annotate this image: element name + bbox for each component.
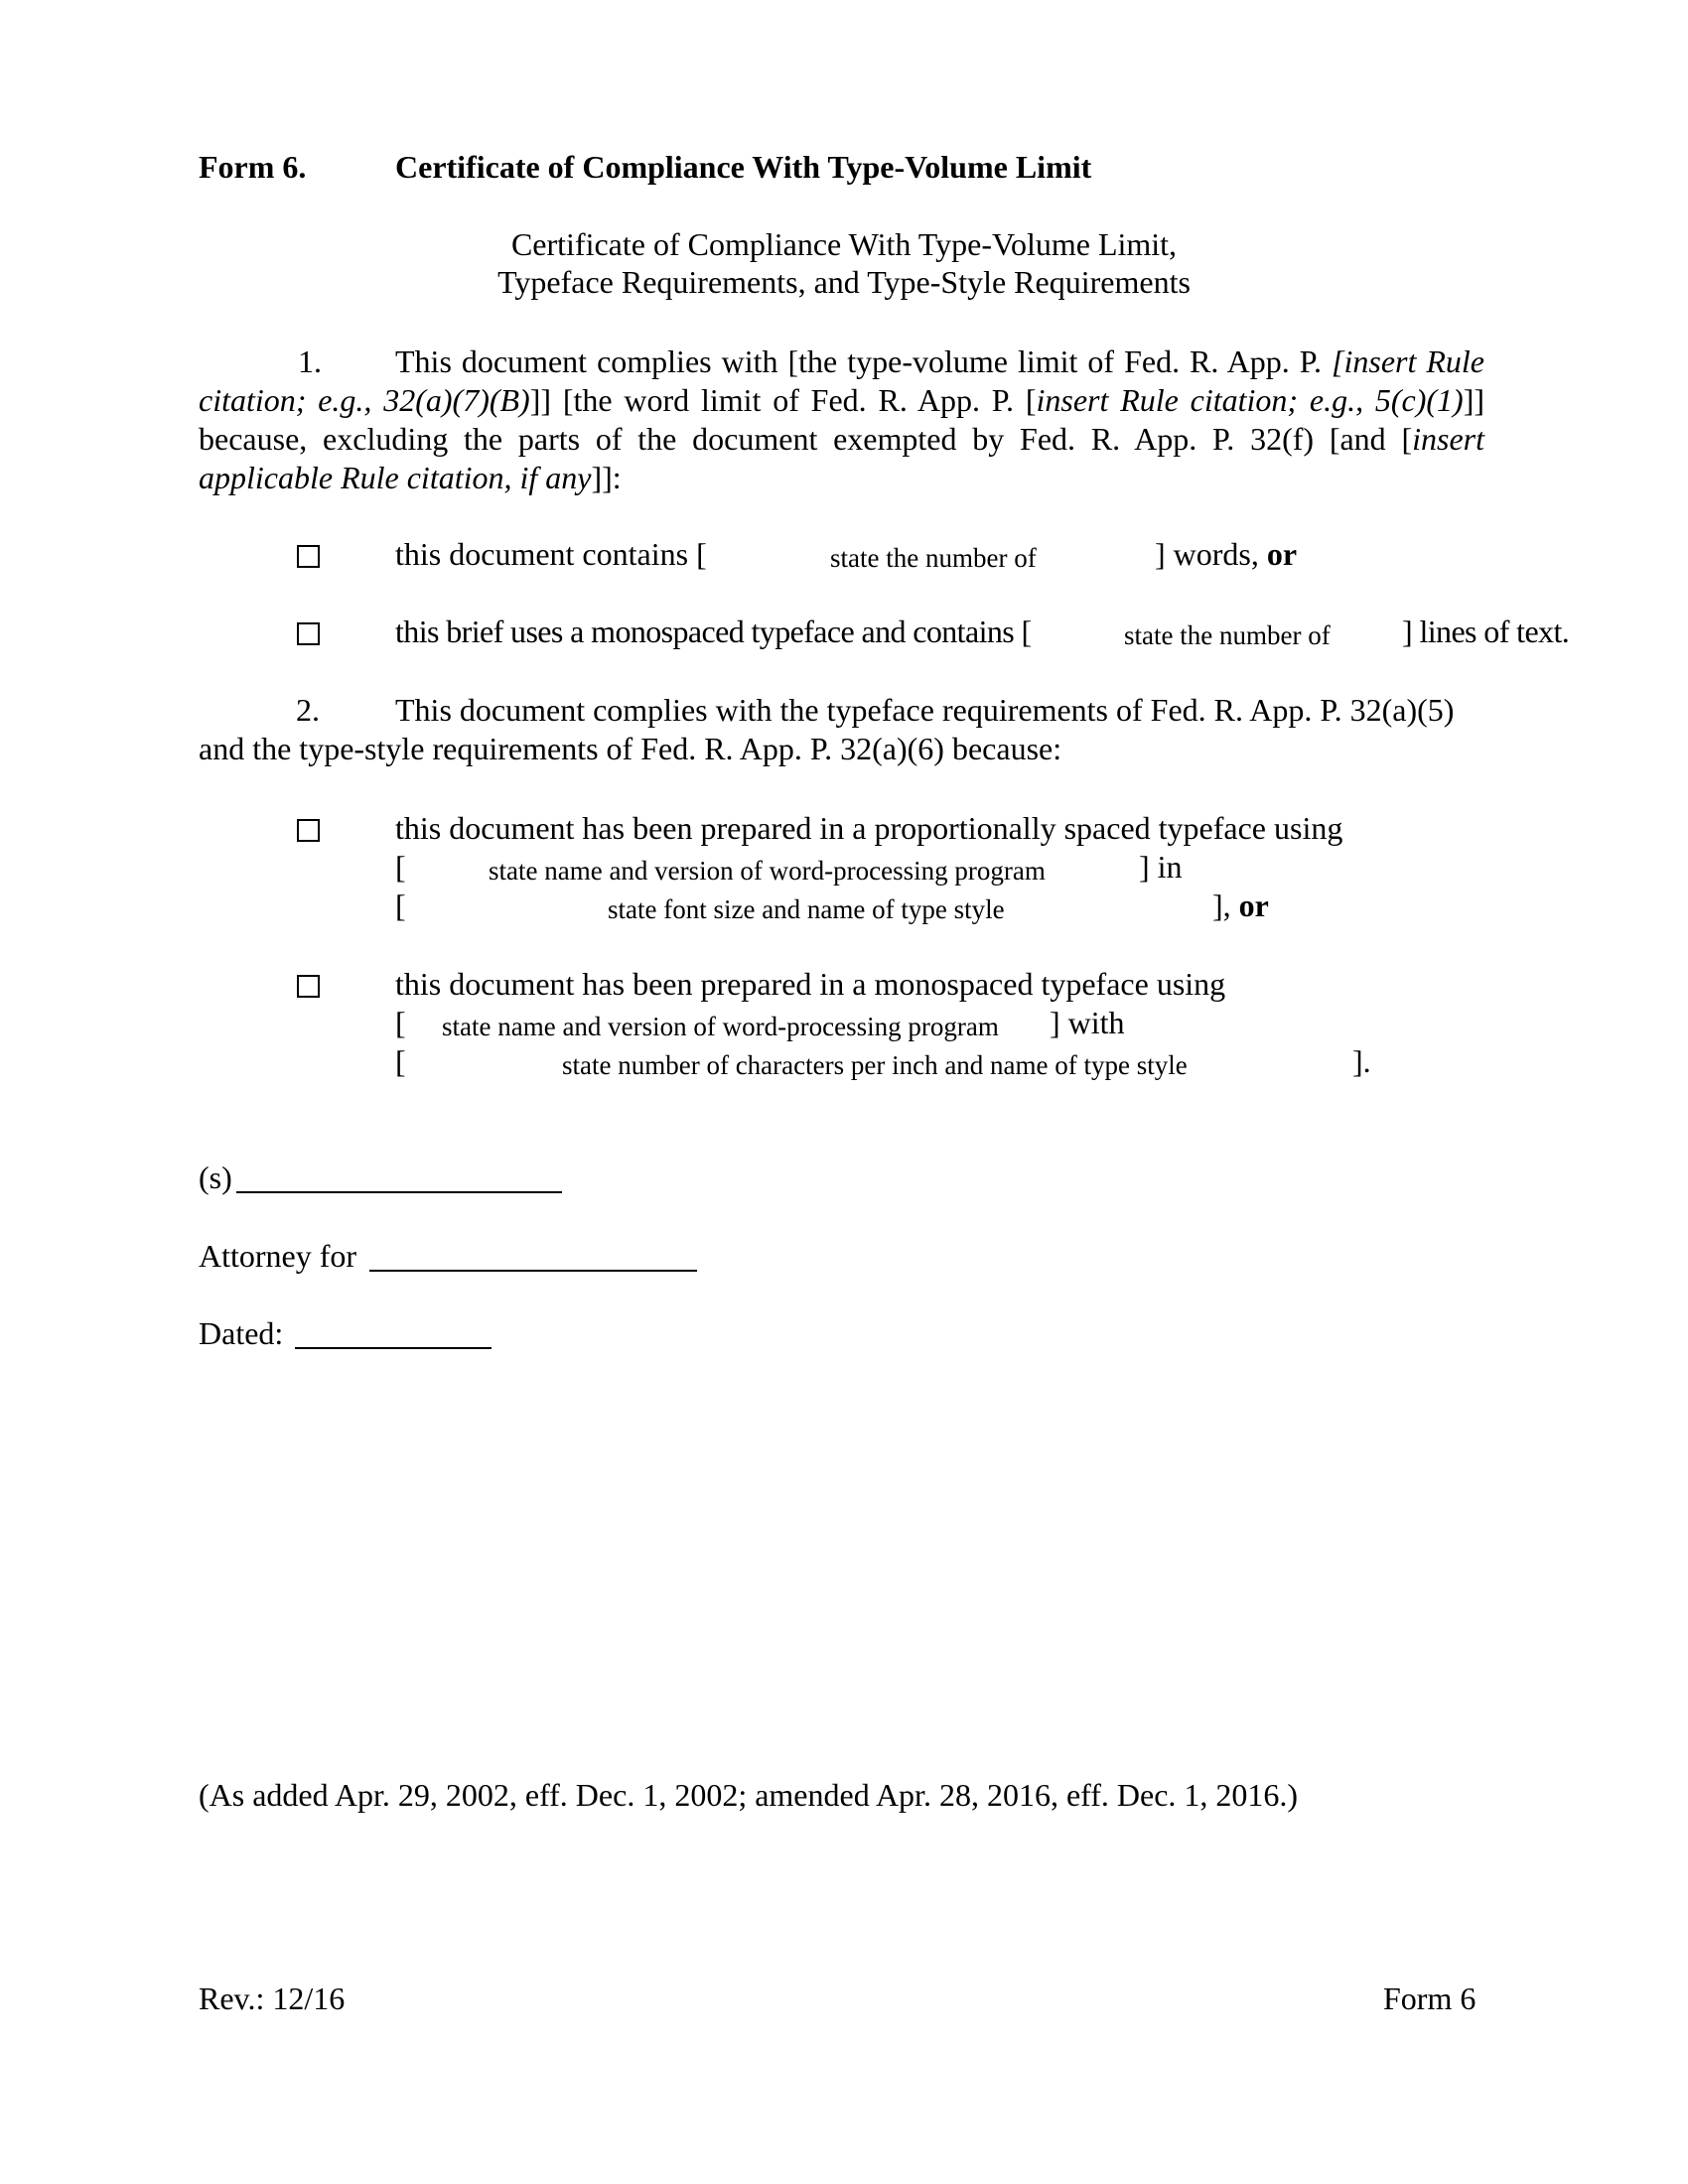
line-count-text: this brief uses a monospaced typeface and contains [ (395, 614, 1032, 649)
monospaced-text: this document has been prepared in a monospaced typeface using (395, 966, 1226, 1002)
section-2-line-1: This document complies with the typeface requirements of Fed. R. App. P. 32(a)(5) (395, 692, 1455, 728)
monospaced-checkbox[interactable] (297, 975, 320, 998)
proportional-close-1: ] in (1139, 849, 1183, 885)
word-count-text: this document contains [ (395, 536, 707, 572)
line-count-placeholder[interactable]: state the number of (1124, 620, 1331, 650)
form-label: Form 6. (199, 149, 307, 185)
section-2-number: 2. (296, 692, 320, 728)
attorney-label: Attorney for (199, 1238, 357, 1274)
section-2-line-2: and the type-style requirements of Fed. R. App. P. 32(a)(6) because: (199, 731, 1062, 766)
subtitle-line-2: Typeface Requirements, and Type-Style Requirements (497, 264, 1191, 300)
word-count-checkbox[interactable] (297, 545, 320, 568)
section-1-paragraph: 1. This document complies with [the type-volume limit of Fed. R. App. P. [insert Rule citation; e.g., 32(a)(7)(B)]] [the word limit of Fed. R. App. P. [insert Rule citation; e.g., 5(c)(1)]] because, excluding the parts of the document exempted by Fed. R. App. P. 32(f) [and [insert applicable Rule citation, if any]]: (199, 343, 1485, 495)
proportional-text: this document has been prepared in a proportionally spaced typeface using (395, 810, 1343, 846)
monospaced-font-placeholder[interactable]: state number of characters per inch and name of type style (562, 1050, 1188, 1080)
proportional-bracket-1: [ (395, 849, 406, 885)
footer-form-number: Form 6 (1383, 1980, 1477, 2016)
history-note: (As added Apr. 29, 2002, eff. Dec. 1, 2002; amended Apr. 28, 2016, eff. Dec. 1, 2016.) (199, 1777, 1299, 1813)
monospaced-close-1: ] with (1050, 1005, 1125, 1040)
monospaced-program-placeholder[interactable]: state name and version of word-processing program (442, 1012, 999, 1041)
proportional-close-2: ], or (1212, 887, 1269, 923)
monospaced-close-2: ]. (1352, 1043, 1371, 1079)
word-count-close: ] words, or (1155, 536, 1298, 572)
footer-revision: Rev.: 12/16 (199, 1980, 346, 2016)
form-title: Certificate of Compliance With Type-Volume Limit (395, 149, 1092, 185)
proportional-bracket-2: [ (395, 887, 406, 923)
dated-line[interactable] (295, 1347, 492, 1349)
section-1-number: 1. (298, 343, 322, 379)
proportional-font-placeholder[interactable]: state font size and name of type style (608, 894, 1005, 924)
subtitle-line-1: Certificate of Compliance With Type-Volume Limit, (510, 226, 1178, 262)
dated-label: Dated: (199, 1315, 284, 1351)
monospaced-bracket-1: [ (395, 1005, 406, 1040)
signature-line[interactable] (236, 1191, 562, 1193)
word-count-placeholder[interactable]: state the number of (830, 543, 1037, 573)
signature-label: (s) (199, 1160, 232, 1195)
attorney-line[interactable] (369, 1270, 697, 1272)
line-count-close: ] lines of text. (1402, 614, 1570, 649)
proportional-program-placeholder[interactable]: state name and version of word-processing program (489, 856, 1046, 886)
monospaced-bracket-2: [ (395, 1043, 406, 1079)
proportional-checkbox[interactable] (297, 819, 320, 842)
line-count-checkbox[interactable] (297, 622, 320, 645)
